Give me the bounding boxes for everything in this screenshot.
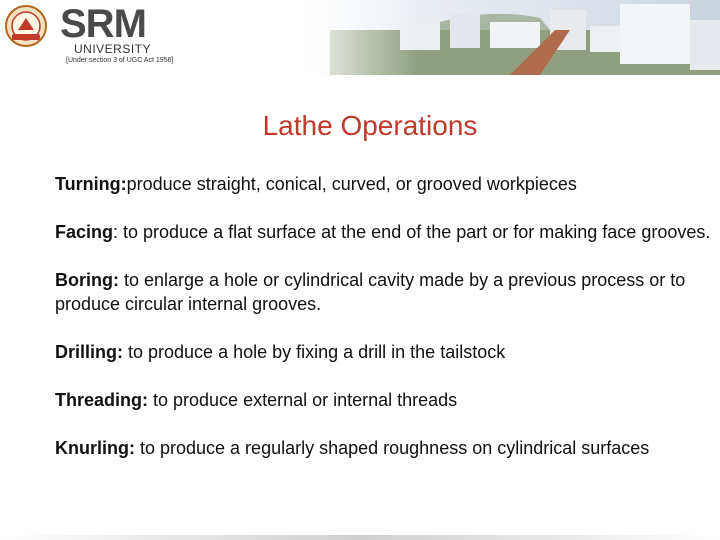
list-item-threading	[55, 388, 715, 412]
term-label: Knurling:	[55, 438, 135, 458]
operations-list	[55, 172, 715, 484]
university-logo	[4, 2, 184, 68]
list-item-knurling	[55, 436, 715, 460]
list-item-drilling	[55, 340, 715, 364]
term-label: Boring:	[55, 270, 119, 290]
term-label: Facing	[55, 222, 114, 242]
university-seal-icon	[4, 4, 48, 48]
term-label: Drilling:	[55, 342, 123, 362]
term-description: to enlarge a hole or cylindrical cavity made by a previous process or to produce circular internal grooves.	[55, 270, 686, 314]
campus-photo	[290, 0, 720, 75]
list-item-boring	[55, 268, 715, 316]
term-description: to produce a hole by fixing a drill in the tailstock	[123, 342, 506, 362]
term-label: Threading:	[55, 390, 148, 410]
slide-title: Lathe Operations	[262, 110, 478, 141]
brand-subtitle: UNIVERSITY	[74, 42, 152, 56]
list-item-facing	[55, 220, 715, 244]
term-description: to produce external or internal threads	[148, 390, 458, 410]
term-description: to produce a regularly shaped roughness on cylindrical surfaces	[134, 438, 650, 458]
ugc-note: [Under section 3 of UGC Act 1956]	[66, 57, 174, 64]
term-description: : to produce a flat surface at the end of the part or for making face grooves.	[113, 222, 711, 242]
term-label: Turning:	[55, 174, 127, 194]
header-banner	[0, 0, 720, 75]
bottom-decoration	[0, 535, 720, 540]
list-item-turning	[55, 172, 715, 196]
brand-name: SRM	[60, 2, 146, 46]
term-description: produce straight, conical, curved, or grooved workpieces	[126, 174, 577, 194]
